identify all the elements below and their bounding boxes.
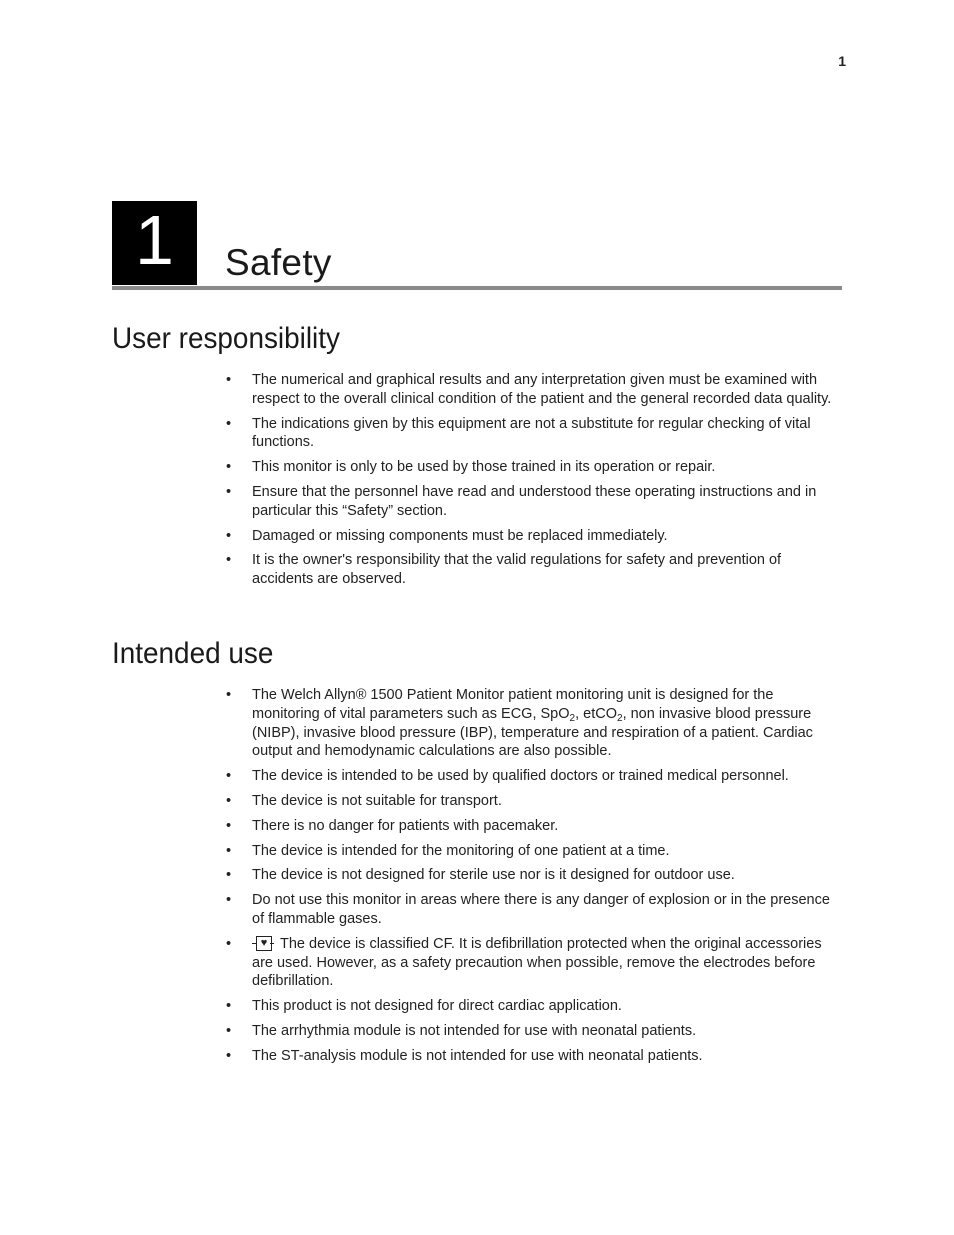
list-item: [226, 686, 842, 761]
list-item: • The device is not designed for sterile use nor is it designed for outdoor use.: [226, 866, 842, 885]
list-item: • It is the owner's responsibility that the valid regulations for safety and prevention of accidents are observed.: [226, 551, 842, 589]
cf-defibrillation-proof-icon: • ♥: [252, 936, 276, 950]
list-item: • The indications given by this equipment are not a substitute for regular checking of vital functions.: [226, 415, 842, 453]
chapter-number-box: [112, 201, 197, 285]
chapter-rule: [112, 286, 842, 290]
list-item: • The device is intended to be used by qualified doctors or trained medical personnel.: [226, 767, 842, 786]
list-item: • The device is intended for the monitoring of one patient at a time.: [226, 842, 842, 861]
chapter-title: Safety: [225, 242, 332, 283]
list-item: • The device is not suitable for transport.: [226, 792, 842, 811]
list-item: • The ST-analysis module is not intended for use with neonatal patients.: [226, 1047, 842, 1066]
list-item: [226, 935, 842, 991]
list-item: • This monitor is only to be used by those trained in its operation or repair.: [226, 458, 842, 477]
list-item: • The numerical and graphical results and any interpretation given must be examined with respect to the overall clinical condition of the patient and the general recorded data quality.: [226, 371, 842, 409]
subscript: 2: [617, 712, 623, 724]
list-item: • The arrhythmia module is not intended for use with neonatal patients.: [226, 1022, 842, 1041]
list-item: • This product is not designed for direct cardiac application.: [226, 997, 842, 1016]
item-text: , etCO: [575, 705, 617, 722]
item-text: The Welch Allyn® 1500 Patient Monitor patient monitoring unit is designed for the monitoring of vital parameters such as ECG, SpO: [252, 687, 774, 722]
list-item: • There is no danger for patients with pacemaker.: [226, 817, 842, 836]
list-item: • Damaged or missing components must be replaced immediately.: [226, 527, 842, 546]
user-responsibility-list: [226, 371, 842, 595]
list-item: • Ensure that the personnel have read and understood these operating instructions and in particular this “Safety” section.: [226, 483, 842, 521]
section-heading-user-responsibility: User responsibility: [112, 322, 340, 355]
subscript: 2: [569, 712, 576, 724]
intended-use-list: [226, 686, 842, 1072]
section-heading-intended-use: Intended use: [112, 637, 274, 670]
list-item: • Do not use this monitor in areas where there is any danger of explosion or in the presence of flammable gases.: [226, 891, 842, 929]
page-number: 1: [838, 53, 846, 69]
item-text: , non invasive blood pressure (NIBP), invasive blood pressure (IBP), temperature and respiration of a patient. Cardiac output and hemodynamic calculations are also possible.: [252, 705, 813, 760]
item-text: The device is classified CF. It is defibrillation protected when the original accessories are used. However, as a safety precaution when possible, remove the electrodes before defibrillation.: [252, 935, 822, 990]
chapter-number: 1: [135, 201, 174, 279]
